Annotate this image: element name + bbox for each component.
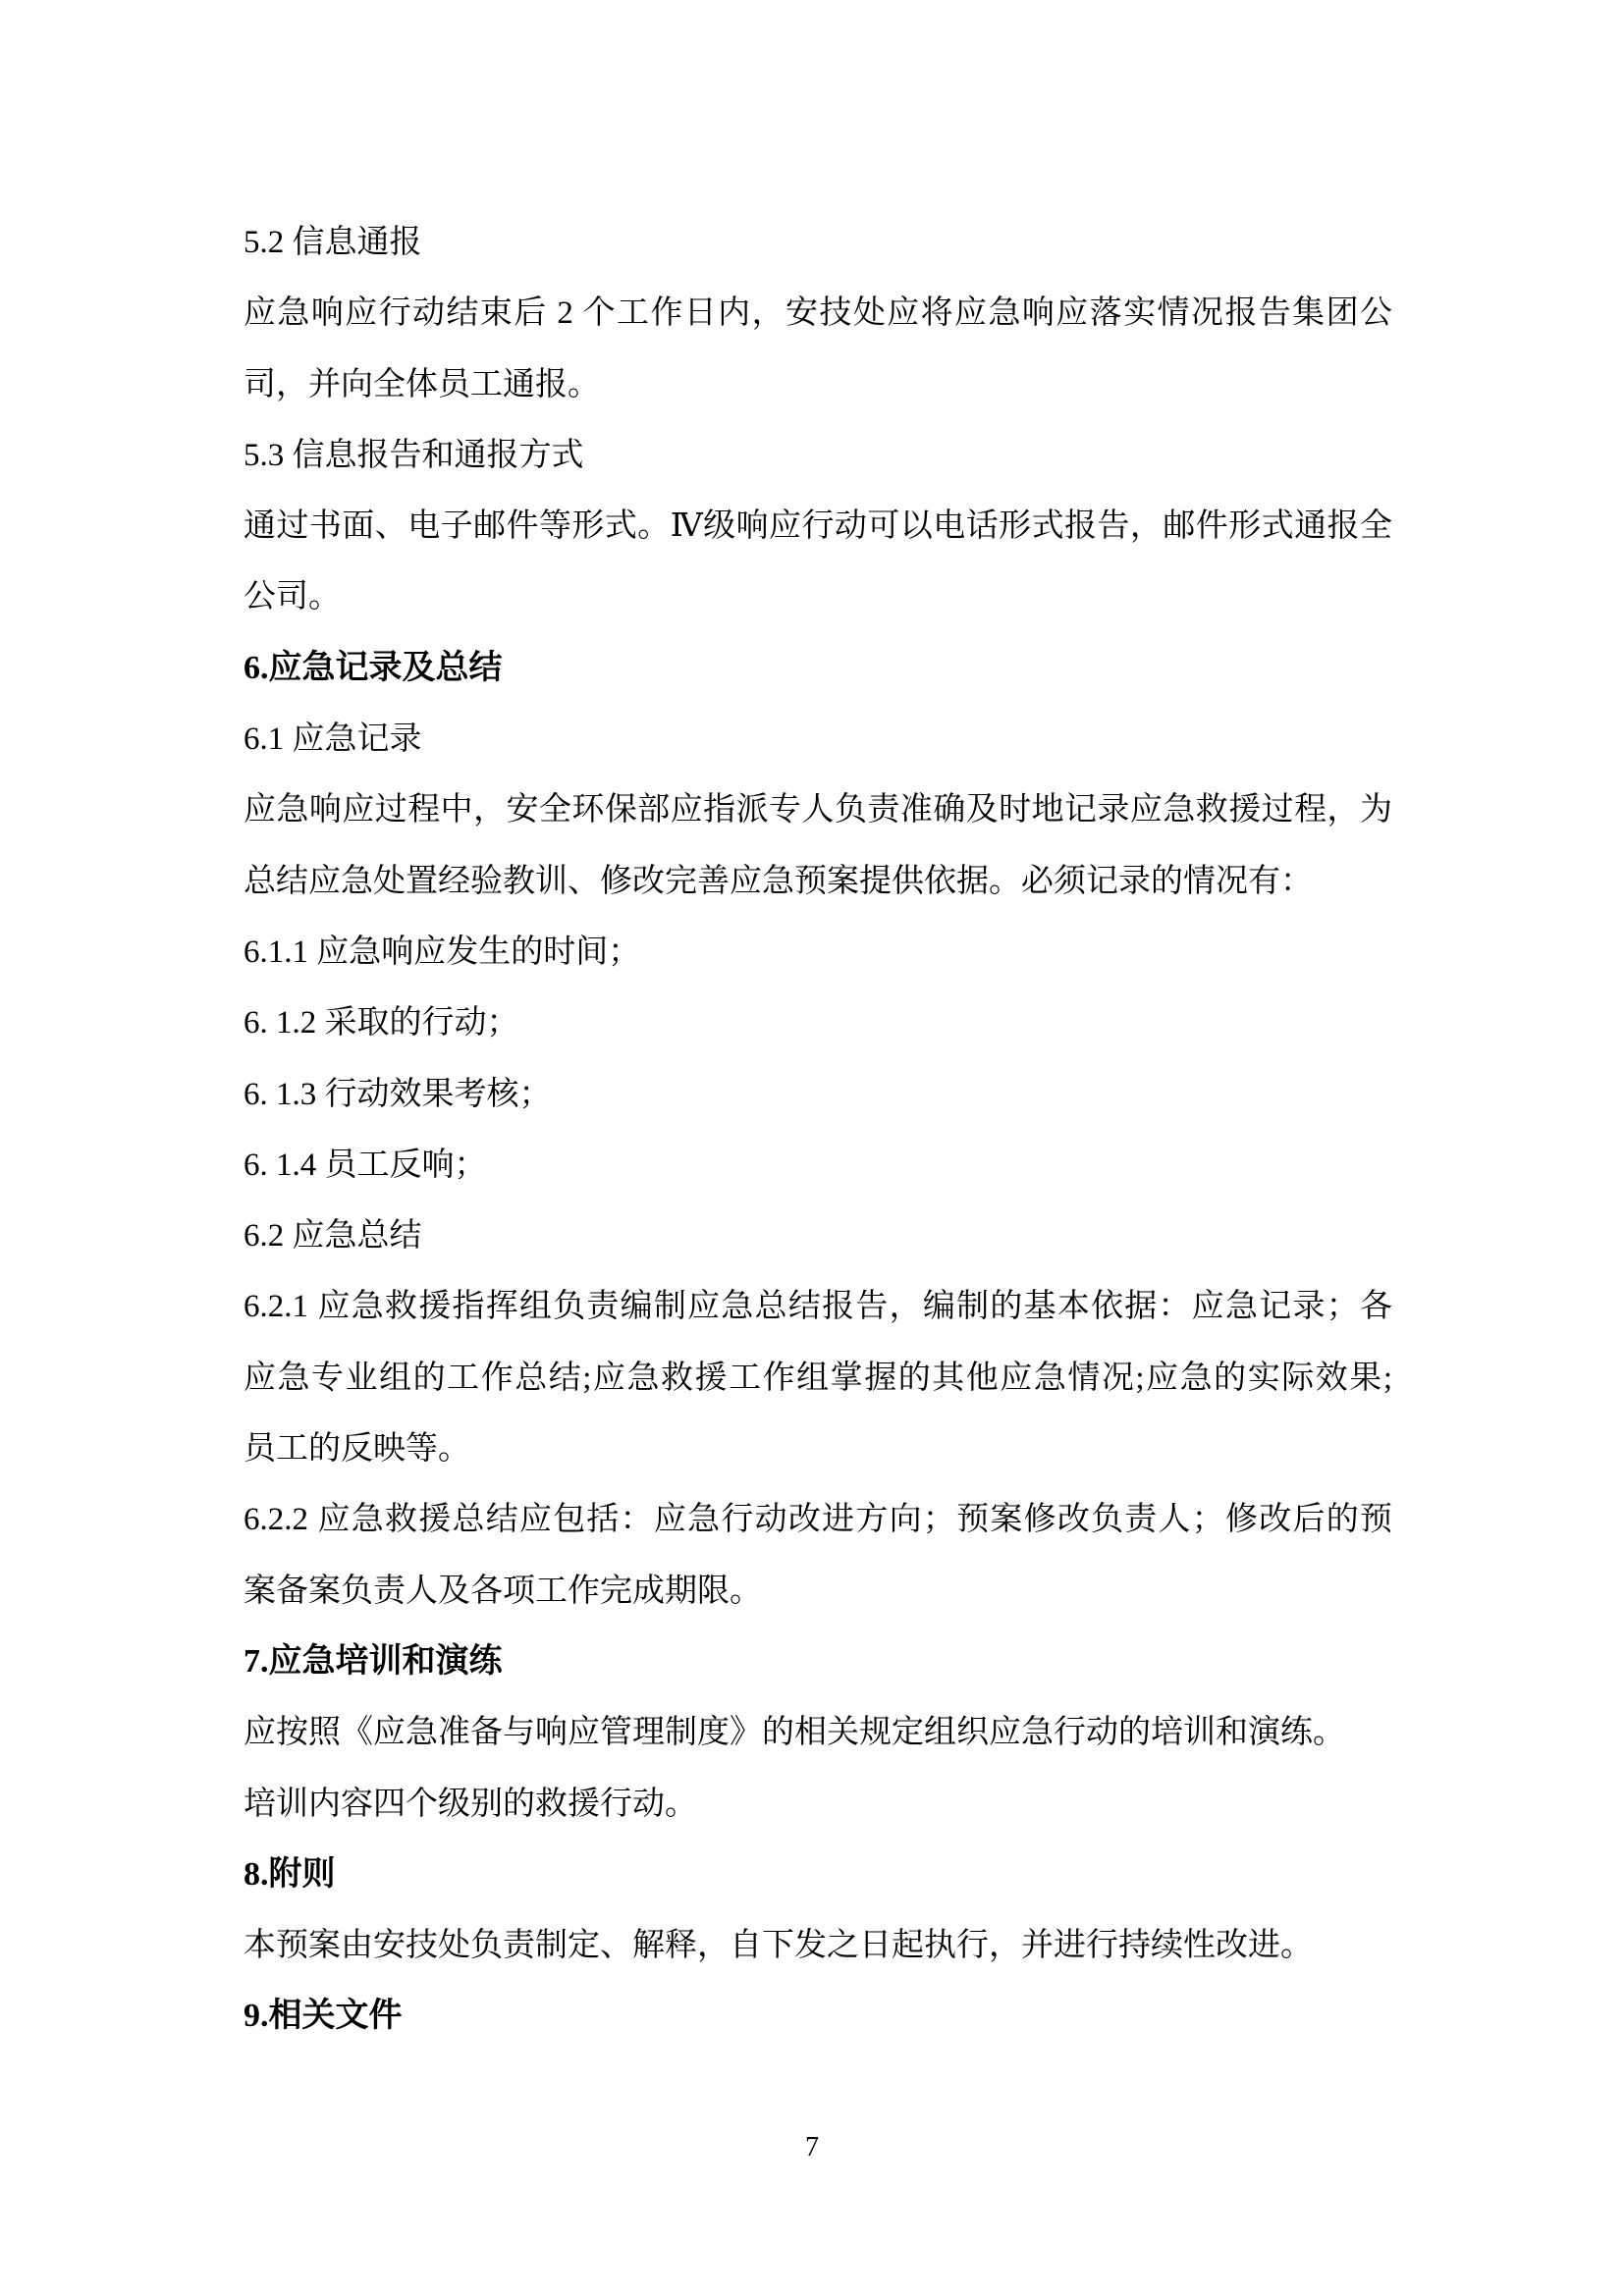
text-line: 应按照《应急准备与响应管理制度》的相关规定组织应急行动的培训和演练。 <box>244 1715 1345 1751</box>
document-body <box>244 207 1392 2053</box>
text-line: 6.2.1 应急救援指挥组负责编制应急总结报告，编制的基本依据：应急记录；各 <box>244 1289 1392 1325</box>
text-line: 培训内容四个级别的救援行动。 <box>244 1786 697 1822</box>
text-line: 员工的反映等。 <box>244 1431 470 1468</box>
text-line: 6.1 应急记录 <box>244 721 422 758</box>
text-line: 应急响应行动结束后 2 个工作日内，安技处应将应急响应落实情况报告集团公 <box>244 295 1392 332</box>
text-line: 本预案由安技处负责制定、解释，自下发之日起执行，并进行持续性改进。 <box>244 1928 1313 1964</box>
text-line: 通过书面、电子邮件等形式。Ⅳ级响应行动可以电话形式报告，邮件形式通报全 <box>244 508 1392 545</box>
text-line: 6.2.2 应急救援总结应包括：应急行动改进方向；预案修改负责人；修改后的预 <box>244 1502 1392 1538</box>
text-line: 总结应急处置经验教训、修改完善应急预案提供依据。必须记录的情况有： <box>244 863 1313 899</box>
text-line: 6. 1.3 行动效果考核； <box>244 1076 552 1112</box>
text-line: 案备案负责人及各项工作完成期限。 <box>244 1573 762 1609</box>
section-heading: 8.附则 <box>244 1855 336 1893</box>
text-line: 6. 1.2 采取的行动； <box>244 1005 519 1041</box>
section-heading: 9.相关文件 <box>244 1998 403 2035</box>
text-line: 5.2 信息通报 <box>244 225 422 260</box>
text-line: 应急专业组的工作总结;应急救援工作组掌握的其他应急情况;应急的实际效果; <box>244 1360 1392 1396</box>
section-heading: 6.应急记录及总结 <box>244 649 503 686</box>
text-line: 6.1.1 应急响应发生的时间； <box>244 934 641 970</box>
text-line: 公司。 <box>244 579 341 615</box>
text-line: 6. 1.4 员工反响； <box>244 1147 487 1183</box>
section-heading: 7.应急培训和演练 <box>244 1642 503 1680</box>
text-line: 应急响应过程中，安全环保部应指派专人负责准确及时地记录应急救援过程，为 <box>244 792 1392 828</box>
text-line: 6.2 应急总结 <box>244 1218 422 1255</box>
text-line: 司，并向全体员工通报。 <box>244 366 600 402</box>
text-line: 5.3 信息报告和通报方式 <box>244 437 584 473</box>
page-number: 7 <box>805 2132 819 2163</box>
